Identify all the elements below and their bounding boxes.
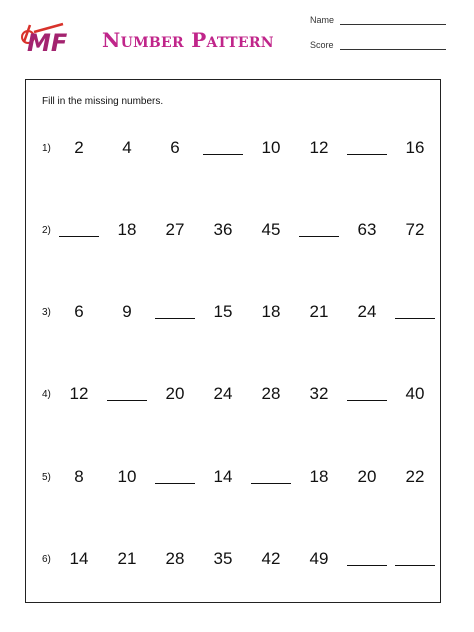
problem-row — [26, 300, 442, 330]
sequence-number: 28 — [261, 384, 281, 403]
sequence-number: 27 — [165, 220, 185, 239]
sequence-number: 18 — [309, 467, 329, 486]
sequence-number: 63 — [357, 220, 377, 239]
sequence-number: 16 — [405, 138, 425, 157]
sequence-number: 72 — [405, 220, 425, 239]
sequence-number: 6 — [170, 138, 180, 157]
sequence-number: 24 — [213, 384, 233, 403]
score-input-line[interactable] — [340, 49, 446, 50]
problem-number: 4) — [42, 389, 51, 400]
sequence-number: 20 — [357, 467, 377, 486]
sequence-number: 22 — [405, 467, 425, 486]
page-title: Number Pattern — [102, 28, 274, 52]
sequence-number: 9 — [122, 302, 132, 321]
sequence-number: 35 — [213, 549, 233, 568]
sequence-number: 14 — [213, 467, 233, 486]
answer-blank[interactable] — [251, 483, 291, 484]
answer-blank[interactable] — [155, 483, 195, 484]
mf-logo — [18, 18, 78, 56]
answer-blank[interactable] — [347, 154, 387, 155]
name-input-line[interactable] — [340, 24, 446, 25]
name-field — [310, 15, 447, 29]
sequence-number: 28 — [165, 549, 185, 568]
problem-number: 1) — [42, 143, 51, 154]
logo-text: MF — [27, 29, 68, 56]
sequence-number: 2 — [74, 138, 84, 157]
answer-blank[interactable] — [395, 565, 435, 566]
sequence-number: 36 — [213, 220, 233, 239]
answer-blank[interactable] — [155, 318, 195, 319]
answer-blank[interactable] — [347, 565, 387, 566]
sequence-number: 42 — [261, 549, 281, 568]
sequence-number: 12 — [69, 384, 89, 403]
answer-blank[interactable] — [107, 400, 147, 401]
answer-blank[interactable] — [395, 318, 435, 319]
sequence-number: 40 — [405, 384, 425, 403]
problem-number: 5) — [42, 472, 51, 483]
sequence-number: 49 — [309, 549, 329, 568]
problem-number: 2) — [42, 225, 51, 236]
sequence-number: 8 — [74, 467, 84, 486]
sequence-number: 14 — [69, 549, 89, 568]
sequence-number: 21 — [117, 549, 137, 568]
sequence-number: 18 — [261, 302, 281, 321]
problem-row — [26, 136, 442, 166]
sequence-number: 10 — [261, 138, 281, 157]
sequence-number: 24 — [357, 302, 377, 321]
sequence-number: 12 — [309, 138, 329, 157]
problem-row — [26, 218, 442, 248]
sequence-number: 21 — [309, 302, 329, 321]
sequence-number: 4 — [122, 138, 132, 157]
instructions: Fill in the missing numbers. — [42, 96, 164, 107]
sequence-number: 32 — [309, 384, 329, 403]
sequence-number: 10 — [117, 467, 137, 486]
sequence-number: 20 — [165, 384, 185, 403]
sequence-number: 6 — [74, 302, 84, 321]
score-label: Score — [310, 40, 334, 50]
answer-blank[interactable] — [203, 154, 243, 155]
answer-blank[interactable] — [347, 400, 387, 401]
problem-row — [26, 465, 442, 495]
worksheet-box — [25, 79, 441, 603]
problem-number: 6) — [42, 554, 51, 565]
sequence-number: 15 — [213, 302, 233, 321]
score-field — [310, 40, 447, 54]
answer-blank[interactable] — [59, 236, 99, 237]
sequence-number: 45 — [261, 220, 281, 239]
problem-row — [26, 547, 442, 577]
name-label: Name — [310, 15, 335, 25]
problem-row — [26, 382, 442, 412]
answer-blank[interactable] — [299, 236, 339, 237]
sequence-number: 18 — [117, 220, 137, 239]
problem-number: 3) — [42, 307, 51, 318]
